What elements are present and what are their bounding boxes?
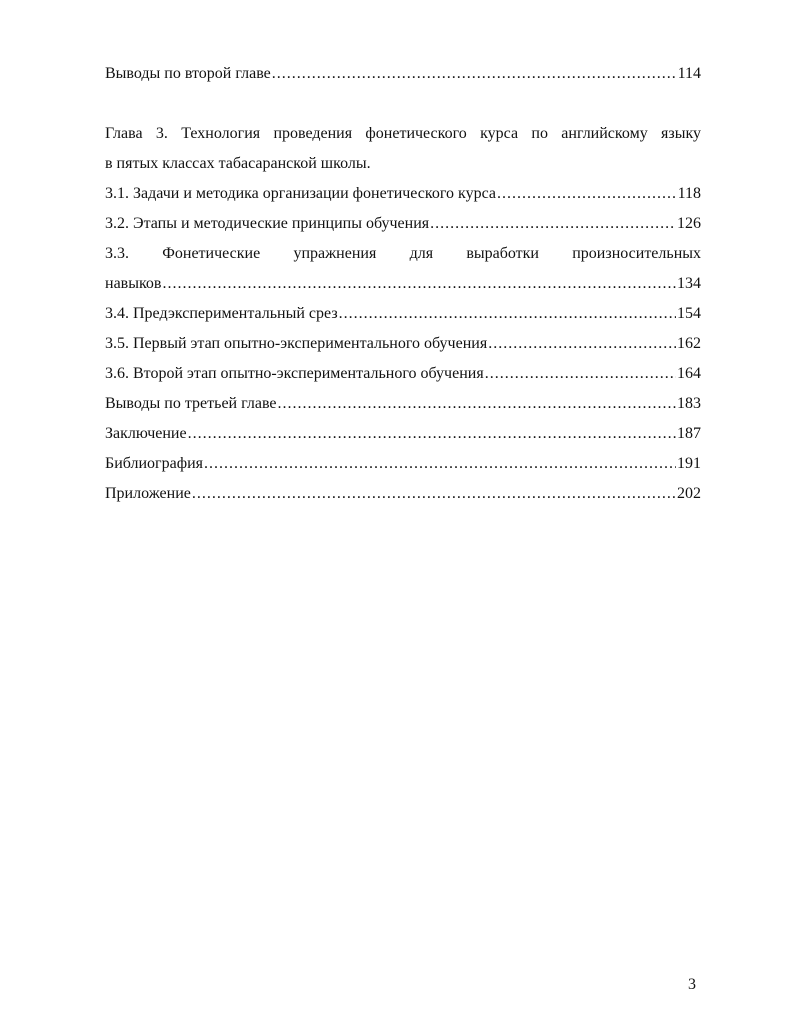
toc-entry-3-4 <box>105 304 701 324</box>
dot-leader <box>497 184 677 204</box>
toc-entry-3-3-line-1 <box>105 244 701 264</box>
chapter-3-heading-line-2: в пятых классах табасаранской школы. <box>105 155 371 172</box>
toc-entry-conclusion <box>105 424 701 444</box>
toc-entry-3-5 <box>105 334 701 354</box>
toc-entry-page: 164 <box>677 365 701 382</box>
toc-entry-bibliography <box>105 454 701 474</box>
toc-entry-title: Выводы по третьей главе <box>105 395 277 412</box>
chapter-3-heading-continuation <box>105 154 701 174</box>
toc-entry-title: Заключение <box>105 425 187 442</box>
toc-entry-conclusions-chapter-2 <box>105 64 701 84</box>
toc-entry-title: 3.4. Предэкспериментальный срез <box>105 305 338 322</box>
dot-leader <box>485 364 676 384</box>
toc-entry-3-1 <box>105 184 701 204</box>
toc-entry-page: 118 <box>677 185 701 202</box>
dot-leader <box>188 424 676 444</box>
toc-entry-page: 202 <box>677 485 701 502</box>
dot-leader <box>430 214 676 234</box>
toc-entry-conclusions-chapter-3 <box>105 394 701 414</box>
toc-entry-title-continuation: навыков <box>105 275 162 292</box>
toc-entry-title: Библиография <box>105 455 203 472</box>
dot-leader <box>339 304 676 324</box>
toc-entry-title: 3.2. Этапы и методические принципы обучения <box>105 215 430 232</box>
toc-entry-title: 3.5. Первый этап опытно-экспериментального обучения <box>105 335 488 352</box>
chapter-3-heading <box>105 124 701 144</box>
toc-entry-page: 154 <box>677 305 701 322</box>
toc-entry-3-3-line-2 <box>105 274 701 294</box>
toc-entry-title: Выводы по второй главе <box>105 65 271 82</box>
toc-entry-3-6 <box>105 364 701 384</box>
toc-entry-3-2 <box>105 214 701 234</box>
toc-entry-page: 114 <box>677 65 701 82</box>
toc-entry-page: 187 <box>677 425 701 442</box>
toc-entry-page: 162 <box>677 335 701 352</box>
toc-entry-title: 3.1. Задачи и методика организации фонетического курса <box>105 185 496 202</box>
toc-entry-title: 3.6. Второй этап опытно-экспериментального обучения <box>105 365 484 382</box>
page-number: 3 <box>688 976 696 993</box>
toc-entry-title: 3.3. Фонетические упражнения для выработки произносительных <box>105 245 701 262</box>
dot-leader <box>162 274 676 294</box>
toc-entry-appendix <box>105 484 701 504</box>
toc-entry-page: 183 <box>677 395 701 412</box>
dot-leader <box>272 64 677 84</box>
toc-entry-page: 126 <box>677 215 701 232</box>
chapter-3-heading-line-1: Глава 3. Технология проведения фонетического курса по английскому языку <box>105 125 701 142</box>
toc-entry-title: Приложение <box>105 485 191 502</box>
dot-leader <box>204 454 676 474</box>
toc-entry-page: 191 <box>677 455 701 472</box>
dot-leader <box>278 394 677 414</box>
dot-leader <box>192 484 676 504</box>
dot-leader <box>488 334 676 354</box>
toc-entry-page: 134 <box>677 275 701 292</box>
